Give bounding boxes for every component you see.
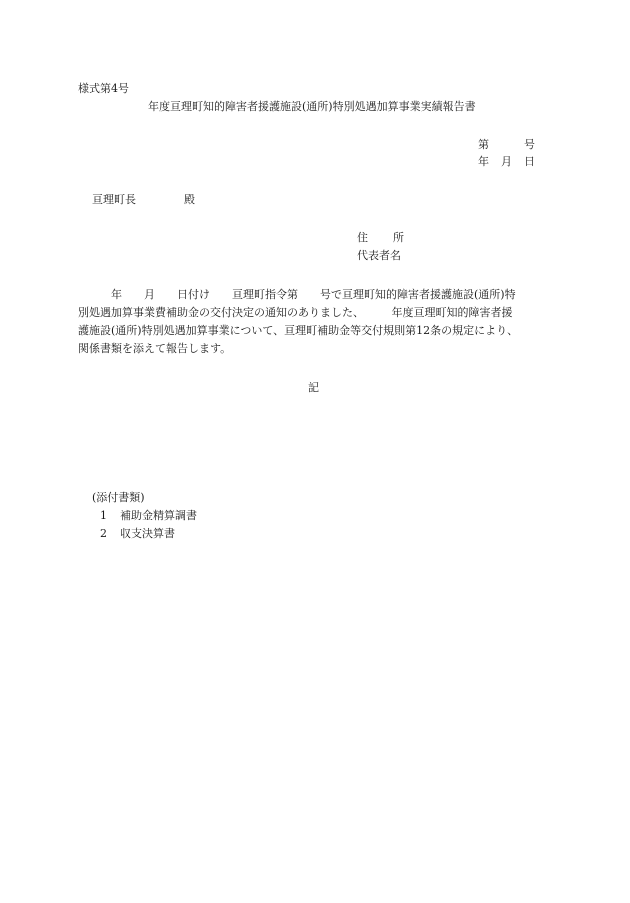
attachment-number: 2: [100, 527, 107, 540]
attachment-label: 収支決算書: [120, 527, 175, 540]
body-line: 年 月 日付け 亘理町指令第 号で亘理町知的障害者援護施設(通所)特: [78, 288, 516, 301]
date-month: 月: [501, 155, 512, 168]
ref-number-suffix: 号: [524, 138, 535, 151]
date-day: 日: [524, 155, 535, 168]
report-body: [78, 286, 558, 358]
attachment-item: [100, 527, 175, 541]
document-title: 年度亘理町知的障害者援護施設(通所)特別処遇加算事業実績報告書: [148, 100, 476, 113]
body-line: 別処遇加算事業費補助金の交付決定の通知のありました、 年度亘理町知的障害者援: [78, 306, 513, 319]
addressee-name: 亘理町長: [92, 193, 136, 206]
address-label-a: 住: [357, 231, 368, 244]
representative-label: 代表者名: [357, 249, 401, 262]
body-line: 護施設(通所)特別処遇加算事業について、亘理町補助金等交付規則第12条の規定により、: [78, 324, 519, 337]
attachment-label: 補助金精算調書: [120, 509, 197, 522]
address-label-b: 所: [393, 231, 404, 244]
date-year: 年: [478, 155, 489, 168]
attachments-heading: (添付書類): [92, 491, 145, 504]
ki-marker: 記: [308, 381, 319, 394]
addressee-honorific: 殿: [184, 193, 195, 206]
body-line: 関係書類を添えて報告します。: [78, 342, 232, 355]
attachment-item: [100, 509, 197, 523]
attachment-number: 1: [100, 509, 107, 522]
form-number: 様式第4号: [78, 82, 129, 95]
ref-number-prefix: 第: [478, 138, 489, 151]
